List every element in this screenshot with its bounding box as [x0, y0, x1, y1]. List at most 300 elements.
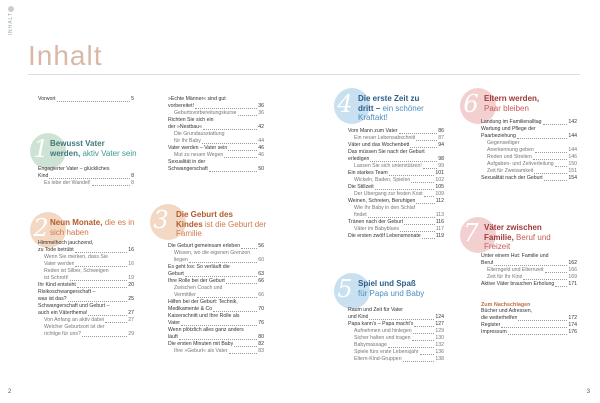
- toc-entry: [38, 317, 134, 324]
- toc-entry: [348, 307, 444, 314]
- section-2-number: 2: [33, 214, 49, 242]
- toc-entry-page: 20: [128, 282, 134, 289]
- toc-entry: [481, 161, 577, 168]
- toc-entry: [38, 310, 134, 317]
- toc-entry: [348, 198, 444, 205]
- toc-entry-title: Die Stillzeit: [348, 184, 374, 191]
- toc-entry-page: 144: [568, 133, 577, 140]
- toc-entry-page: 44: [258, 138, 264, 145]
- toc-entry-title: Wie Ihr Baby in den Schlaf: [354, 205, 416, 212]
- toc-entry: [348, 177, 444, 184]
- toc-entry: [348, 191, 444, 198]
- toc-entry: [348, 321, 444, 328]
- toc-entry-title: Wartung und Pflege der: [481, 126, 536, 133]
- toc-entry-page: 174: [568, 322, 577, 329]
- section-3-number: 3: [153, 206, 169, 234]
- toc-entry: [348, 314, 444, 321]
- toc-entry: [38, 268, 134, 275]
- toc-entry: [168, 145, 264, 152]
- toc-entry: [168, 278, 264, 285]
- toc-entry-title: was ist das?: [38, 296, 67, 303]
- toc-entry-title: Welcher Geburtsort ist der: [44, 324, 105, 331]
- nachschlagen-heading: Zum Nachschlagen: [481, 302, 531, 308]
- toc-leader-dots: [77, 287, 127, 288]
- section-4-number: 4: [337, 90, 353, 118]
- sidebar-label: INHALT: [8, 12, 14, 36]
- toc-leader-dots: [181, 325, 257, 326]
- toc-entry-title: Eltern-Kind-Gruppen: [354, 356, 402, 363]
- toc-entry-title: Mut zu neuen Wegen: [174, 152, 224, 159]
- toc-entry-page: 176: [568, 329, 577, 336]
- toc-leader-dots: [534, 173, 567, 174]
- toc-entry-title: Es lebe der Wandel!: [44, 180, 91, 187]
- toc-leader-dots: [234, 346, 257, 347]
- toc-entry-page: 63: [258, 271, 264, 278]
- toc-entry: [348, 163, 444, 170]
- toc-entry-page: 99: [438, 163, 444, 170]
- toc-entry-title: Spiele fürs erste Lebensjahr: [354, 349, 419, 356]
- toc-leader-dots: [197, 297, 257, 298]
- toc-entry: [168, 96, 264, 103]
- toc-leader-dots: [389, 175, 435, 176]
- toc-entry-page: 50: [258, 166, 264, 173]
- toc-entry: [38, 303, 134, 310]
- toc-leader-dots: [404, 224, 435, 225]
- toc-entry: [348, 342, 444, 349]
- toc-entry: [348, 349, 444, 356]
- toc-entry-title: Vermittler: [174, 292, 196, 299]
- toc-entry-page: 102: [435, 177, 444, 184]
- toc-entry-title: Kaiserschnitt und Ihre Rolle als: [168, 313, 240, 320]
- toc-entry-title: Hilfen bei der Geburt: Technik,: [168, 299, 238, 306]
- toc-entry-title: Sexualität in der: [168, 159, 206, 166]
- toc-entry: [168, 152, 264, 159]
- toc-entry-title: Weinen, Schreien, Beruhigen: [348, 198, 416, 205]
- toc-col2-top: [168, 96, 264, 173]
- toc-entry-title: findet: [354, 212, 367, 219]
- toc-entry: [168, 250, 264, 257]
- toc-leader-dots: [423, 168, 437, 169]
- toc-entry-title: Anerkennung geben: [487, 147, 534, 154]
- toc-entry: [168, 348, 264, 355]
- toc-entry: [38, 173, 134, 180]
- toc-leader-dots: [517, 138, 567, 139]
- toc-entry: [481, 308, 577, 315]
- toc-entry-title: läuft: [168, 334, 178, 341]
- toc-entry: [168, 117, 264, 124]
- toc-entry: [38, 240, 134, 247]
- toc-entry-title: liegen: [174, 257, 188, 264]
- page-number-right: 3: [586, 389, 590, 395]
- toc-entry-page: 138: [435, 356, 444, 363]
- toc-entry-page: 29: [128, 331, 134, 338]
- section-4-title: Die erste Zeit zu dritt – ein schöner Kraftakt!: [358, 94, 424, 123]
- toc-entry-page: 119: [435, 233, 444, 240]
- toc-entry: [168, 124, 264, 131]
- toc-entry-title: Die ersten Minuten mit Baby: [168, 341, 234, 348]
- toc-entry-page: 171: [568, 281, 577, 288]
- toc-entry: [348, 335, 444, 342]
- toc-entry: [348, 149, 444, 156]
- toc-entry-page: 5: [131, 96, 134, 102]
- toc-entry-title: Kind: [38, 173, 49, 180]
- toc-entry-title: Unter einem Hut: Familie und: [481, 253, 549, 259]
- toc-entry-page: 27: [128, 310, 134, 317]
- toc-entry-page: 94: [438, 142, 444, 149]
- toc-entry-title: Sexualität nach der Geburt: [481, 175, 543, 182]
- toc-entry-title: Elterngeld und Elternzeit: [487, 267, 544, 274]
- toc-leader-dots: [88, 315, 127, 316]
- toc-leader-dots: [544, 180, 568, 181]
- toc-entry: [38, 180, 134, 187]
- toc-leader-dots: [229, 353, 258, 354]
- toc-entry: [481, 329, 577, 336]
- section-6-title: Eltern werden, Paar bleiben: [484, 94, 540, 113]
- toc-entry: [168, 292, 264, 299]
- toc-leader-dots: [533, 159, 568, 160]
- toc-section-3: [168, 243, 264, 355]
- toc-entry: [348, 328, 444, 335]
- toc-entry-page: 154: [568, 175, 577, 182]
- toc-entry-page: 8: [131, 173, 134, 180]
- toc-entry-title: »Echte Männer« sind gut: [168, 96, 226, 102]
- section-7-number: 7: [463, 219, 479, 247]
- toc-entry-title: Die Grundausstattung: [174, 131, 225, 138]
- toc-entry-title: Paarbeziehung: [481, 133, 516, 140]
- toc-entry: [348, 184, 444, 191]
- toc-entry-title: der »Nestbau«: [168, 124, 203, 131]
- toc-leader-dots: [545, 272, 568, 273]
- toc-entry: [481, 315, 577, 322]
- toc-entry-page: 132: [435, 342, 444, 349]
- toc-leader-dots: [195, 108, 257, 109]
- toc-section-4: [348, 128, 444, 240]
- toc-entry-title: richtige für uns?: [44, 331, 81, 338]
- toc-leader-dots: [68, 301, 128, 302]
- toc-entry-page: 124: [435, 314, 444, 321]
- toc-entry: [38, 282, 134, 289]
- toc-leader-dots: [179, 339, 257, 340]
- toc-entry-title: Medikamente & Co: [168, 306, 213, 313]
- toc-nachschlagen: [481, 308, 577, 336]
- section-3-header: [150, 204, 270, 244]
- toc-entry-title: Väter im Babyblues: [354, 226, 399, 233]
- toc-entry-title: Himmelhoch jauchzend,: [38, 240, 94, 246]
- toc-entry-page: 113: [435, 212, 444, 219]
- toc-entry-page: 151: [568, 168, 577, 175]
- toc-leader-dots: [92, 185, 131, 186]
- toc-entry-title: Schwangerschaft und Geburt –: [38, 303, 110, 310]
- toc-entry-title: Vater werden: [44, 261, 75, 268]
- toc-leader-dots: [57, 101, 131, 102]
- toc-leader-dots: [375, 189, 435, 190]
- toc-entry-page: 130: [435, 335, 444, 342]
- toc-entry: [481, 260, 577, 267]
- toc-entry-title: Vorwort: [38, 96, 56, 102]
- toc-leader-dots: [226, 283, 257, 284]
- toc-entry: [481, 281, 577, 288]
- toc-entry-page: 82: [258, 341, 264, 348]
- toc-entry-page: 109: [435, 191, 444, 198]
- toc-entry: [168, 341, 264, 348]
- toc-leader-dots: [70, 280, 128, 281]
- toc-entry: [168, 166, 264, 173]
- toc-leader-dots: [400, 231, 435, 232]
- toc-entry-page: 83: [258, 348, 264, 355]
- toc-entry: [481, 253, 577, 260]
- toc-entry-title: Vater: [168, 320, 181, 327]
- toc-entry: [348, 128, 444, 135]
- toc-leader-dots: [238, 115, 258, 116]
- toc-entry-page: 127: [435, 321, 444, 328]
- toc-entry-page: 19: [128, 275, 134, 282]
- toc-leader-dots: [523, 279, 567, 280]
- section-1-title: Bewusst Vater werden, aktiv Vater sein: [50, 139, 137, 158]
- toc-section-7: [481, 253, 577, 288]
- toc-entry: [38, 96, 134, 103]
- toc-entry-title: Aufnehmen und hinlegen: [354, 328, 412, 335]
- toc-entry-title: Babymassage: [354, 342, 387, 349]
- toc-entry-title: Risikoschwangerschaft –: [38, 289, 96, 296]
- toc-leader-dots: [369, 319, 434, 320]
- page-number-left: 2: [8, 389, 12, 395]
- toc-leader-dots: [413, 333, 435, 334]
- toc-entry-title: Gegenseitiger: [487, 140, 520, 147]
- toc-leader-dots: [75, 252, 128, 253]
- toc-entry-page: 80: [258, 334, 264, 341]
- toc-entry-page: 70: [258, 306, 264, 313]
- toc-leader-dots: [189, 262, 257, 263]
- toc-leader-dots: [412, 340, 435, 341]
- toc-section-2: [38, 240, 134, 338]
- toc-entry: [38, 247, 134, 254]
- toc-entry: [38, 324, 134, 331]
- toc-entry: [38, 289, 134, 296]
- toc-entry-page: 166: [568, 267, 577, 274]
- toc-entry-title: Engagierter Vater – glückliches: [38, 166, 110, 172]
- toc-entry: [481, 322, 577, 329]
- toc-entry-title: Schwangerschaft: [168, 166, 208, 173]
- toc-entry: [38, 296, 134, 303]
- toc-entry-title: Es geht los: So verläuft die: [168, 264, 230, 271]
- toc-leader-dots: [82, 336, 127, 337]
- toc-leader-dots: [209, 171, 257, 172]
- section-4-header: [334, 88, 444, 128]
- toc-section-1: [38, 166, 134, 187]
- toc-entry-title: Ein starkes Team: [348, 170, 388, 177]
- toc-entry: [348, 170, 444, 177]
- toc-entry-page: 146: [568, 154, 577, 161]
- toc-entry-title: erledigen: [348, 156, 370, 163]
- toc-section-5: [348, 307, 444, 363]
- toc-leader-dots: [424, 196, 435, 197]
- toc-entry-page: 117: [435, 226, 444, 233]
- toc-entry-title: Väter und das Wochenbett: [348, 142, 410, 149]
- toc-entry-page: 16: [128, 247, 134, 254]
- section-1-number: 1: [33, 135, 49, 163]
- toc-leader-dots: [543, 124, 568, 125]
- toc-entry-title: Wenn Sie merken, dass Sie: [44, 254, 108, 261]
- toc-entry-title: ist Schrott!: [44, 275, 69, 282]
- toc-entry: [348, 156, 444, 163]
- toc-entry: [168, 264, 264, 271]
- toc-entry-title: Vater werden – Vater sein: [168, 145, 228, 152]
- toc-leader-dots: [224, 157, 257, 158]
- toc-entry: [481, 147, 577, 154]
- toc-entry-title: Die ersten zwölf Lebensmonate: [348, 233, 421, 240]
- toc-entry-title: Beruf: [481, 260, 494, 267]
- toc-entry-page: 105: [435, 184, 444, 191]
- toc-entry-title: Aktive Väter brauchen Erholung: [481, 281, 555, 288]
- toc-entry-title: Zwischen Coach und: [174, 285, 223, 292]
- toc-entry-title: Impressum: [481, 329, 507, 336]
- toc-entry-title: Wickeln, Baden, Spielen: [354, 177, 411, 184]
- toc-leader-dots: [213, 311, 257, 312]
- section-7-title: Väter zwischen Familie, Beruf und Freizeit: [484, 223, 551, 252]
- toc-leader-dots: [399, 133, 438, 134]
- toc-entry-title: Geburtsvorbereitungskurse: [174, 110, 237, 117]
- toc-leader-dots: [203, 129, 257, 130]
- toc-entry-title: Wenn plötzlich alles ganz anders: [168, 327, 244, 334]
- toc-entry-page: 25: [128, 296, 134, 303]
- toc-entry: [481, 274, 577, 281]
- toc-entry-page: 66: [258, 292, 264, 299]
- toc-col1-top: [38, 96, 134, 103]
- toc-entry: [168, 327, 264, 334]
- toc-entry: [481, 140, 577, 147]
- toc-entry-title: Das müssen Sie nach der Geburt: [348, 149, 425, 156]
- toc-entry-page: 86: [438, 128, 444, 134]
- toc-leader-dots: [241, 248, 257, 249]
- toc-entry: [168, 110, 264, 117]
- toc-entry-page: 42: [258, 124, 264, 131]
- toc-leader-dots: [75, 266, 127, 267]
- toc-entry: [168, 138, 264, 145]
- toc-leader-dots: [105, 322, 127, 323]
- toc-entry-title: Wissen, wo die eigenen Grenzen: [174, 250, 251, 257]
- toc-entry: [481, 168, 577, 175]
- toc-entry-page: 116: [435, 219, 444, 226]
- toc-entry: [168, 306, 264, 313]
- toc-entry-page: 27: [128, 317, 134, 324]
- toc-entry: [348, 226, 444, 233]
- toc-leader-dots: [555, 286, 567, 287]
- toc-leader-dots: [535, 152, 568, 153]
- toc-entry-page: 101: [435, 170, 444, 177]
- toc-entry-page: 56: [258, 243, 264, 249]
- toc-entry-page: 16: [128, 261, 134, 268]
- toc-leader-dots: [501, 327, 567, 328]
- toc-entry: [168, 103, 264, 110]
- section-7-header: [460, 217, 580, 257]
- toc-entry-title: Von Anfang an aktiv dabei: [44, 317, 104, 324]
- toc-entry-title: Bücher und Adressen,: [481, 308, 533, 314]
- toc-entry-title: Reden ist Silber, Schweigen: [44, 268, 109, 275]
- toc-entry: [168, 285, 264, 292]
- toc-leader-dots: [410, 147, 437, 148]
- toc-entry-page: 60: [258, 257, 264, 264]
- toc-leader-dots: [368, 217, 435, 218]
- toc-entry: [481, 119, 577, 126]
- toc-entry: [38, 331, 134, 338]
- toc-entry: [168, 320, 264, 327]
- toc-entry: [348, 135, 444, 142]
- toc-entry-title: Landung im Familienalltag: [481, 119, 542, 125]
- toc-entry: [348, 233, 444, 240]
- toc-leader-dots: [414, 326, 434, 327]
- toc-entry-page: 162: [568, 260, 577, 267]
- toc-entry-title: Register: [481, 322, 501, 329]
- toc-entry-title: die weiterhelfen: [481, 315, 518, 322]
- toc-entry-page: 87: [438, 135, 444, 142]
- toc-entry-title: Ein neuer Lebensabschnitt: [354, 135, 416, 142]
- toc-entry: [481, 126, 577, 133]
- toc-entry: [168, 334, 264, 341]
- section-5-number: 5: [337, 275, 353, 303]
- toc-entry: [168, 271, 264, 278]
- toc-leader-dots: [416, 203, 434, 204]
- toc-entry-title: Reden und Streiten: [487, 154, 532, 161]
- toc-leader-dots: [49, 178, 130, 179]
- toc-leader-dots: [411, 182, 434, 183]
- toc-entry-page: 8: [131, 180, 134, 187]
- toc-entry-page: 169: [568, 274, 577, 281]
- page-title: Inhalt: [28, 40, 103, 71]
- toc-entry-title: Lassen Sie sich unterstützen!: [354, 163, 422, 170]
- toc-entry-page: 136: [435, 349, 444, 356]
- toc-entry: [481, 267, 577, 274]
- toc-entry: [38, 254, 134, 261]
- toc-entry-page: 142: [568, 119, 577, 125]
- toc-entry-title: Zeit für Zweisamkeit: [487, 168, 534, 175]
- toc-entry-page: 46: [258, 145, 264, 152]
- toc-entry: [348, 142, 444, 149]
- toc-entry-title: Aufgaben- und Zeitverteilung: [487, 161, 554, 168]
- toc-entry: [168, 313, 264, 320]
- toc-entry: [38, 261, 134, 268]
- toc-leader-dots: [416, 140, 437, 141]
- toc-entry-title: Der Übergang zur festen Kost: [354, 191, 423, 198]
- section-3-title: Die Geburt des Kindes ist die Geburt der Familie: [176, 210, 267, 239]
- toc-entry-title: Richten Sie sich ein: [168, 117, 214, 124]
- toc-leader-dots: [185, 276, 257, 277]
- toc-entry-title: für Ihr Baby: [174, 138, 201, 145]
- toc-leader-dots: [422, 238, 435, 239]
- toc-entry: [168, 243, 264, 250]
- toc-entry-title: und Kind: [348, 314, 369, 321]
- toc-entry-title: auch ein Väterthema!: [38, 310, 88, 317]
- toc-entry: [348, 219, 444, 226]
- toc-leader-dots: [202, 143, 257, 144]
- section-6-number: 6: [463, 90, 479, 118]
- toc-entry: [38, 275, 134, 282]
- toc-entry: [38, 166, 134, 173]
- toc-entry: [348, 212, 444, 219]
- toc-entry-page: 144: [568, 147, 577, 154]
- toc-leader-dots: [403, 361, 435, 362]
- toc-leader-dots: [518, 320, 567, 321]
- toc-leader-dots: [370, 161, 437, 162]
- toc-entry: [481, 133, 577, 140]
- toc-entry-title: Sicher halten und tragen: [354, 335, 411, 342]
- toc-entry-title: vorbereitet!: [168, 103, 194, 110]
- toc-entry: [481, 154, 577, 161]
- toc-leader-dots: [228, 150, 257, 151]
- toc-entry: [348, 356, 444, 363]
- toc-entry: [168, 299, 264, 306]
- toc-entry: [481, 175, 577, 182]
- toc-entry: [348, 205, 444, 212]
